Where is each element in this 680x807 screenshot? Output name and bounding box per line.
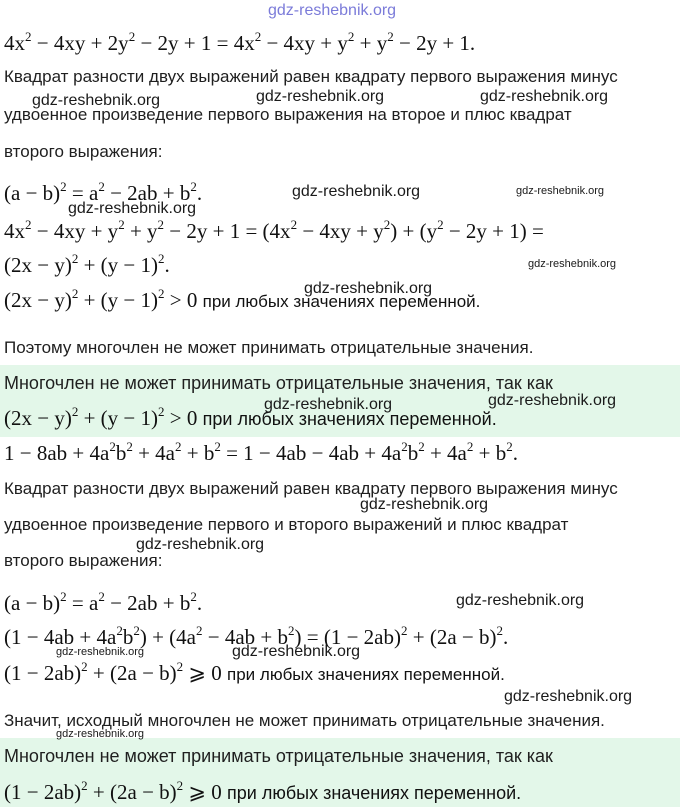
equation-line-1: $4x^2 - 4xy + 2y^2 - 2y + 1 = 4x^2 - 4xy + y^2 + y^2 - 2y + 1$. <box>4 29 476 55</box>
text-line: удвоенное произведение первого и второго выражений и плюс квадрат <box>4 515 569 534</box>
conclusion-tail-2: при любых значениях переменной. <box>227 783 522 803</box>
inequality-line-2: $(1 - 2ab)^2 + (2a - b)^2$ ⩾ 0 при любых значениях переменной. <box>4 659 505 685</box>
watermark: gdz-reshebnik.org <box>68 200 197 217</box>
inequality-line: $(2x - y)^2 + (y - 1)^2 > 0$ при любых значениях переменной. <box>4 286 481 312</box>
text-line: Квадрат разности двух выражений равен квадрату первого выражения минус <box>4 479 618 498</box>
text-line: второго выражения: <box>4 551 163 570</box>
text-line: удвоенное произведение первого выражения на второе и плюс квадрат <box>4 105 572 124</box>
watermark: gdz-reshebnik.org <box>528 258 617 270</box>
conclusion-inequality: $(2x - y)^2 + (y - 1)^2 > 0$ при любых значениях переменной. <box>4 404 497 430</box>
watermark: gdz-reshebnik.org <box>516 185 605 197</box>
inequality-text-2: при любых значениях переменной. <box>227 665 505 684</box>
watermark: gdz-reshebnik.org <box>360 496 489 513</box>
watermark: gdz-reshebnik.org <box>136 536 265 553</box>
watermark: gdz-reshebnik.org <box>256 88 385 105</box>
watermark: gdz-reshebnik.org <box>56 646 145 658</box>
formula-square-difference-2: $(a - b)^2 = a^2 - 2ab + b^2$. <box>4 589 203 615</box>
text-line: Квадрат разности двух выражений равен квадрату первого выражения минус <box>4 67 618 86</box>
conclusion-text: Многочлен не может принимать отрицательные значения, так как <box>4 373 553 393</box>
equation-line-2: $1 - 8ab + 4a^2b^2 + 4a^2 + b^2 = 1 - 4ab - 4ab + 4a^2b^2 + 4a^2 + b^2$. <box>4 439 518 465</box>
text-line: Поэтому многочлен не может принимать отрицательные значения. <box>4 338 534 357</box>
text-line: второго выражения: <box>4 142 163 161</box>
equation-grouping-2: $(1 - 4ab + 4a^2b^2) + (4a^2 - 4ab + b^2) = (1 - 2ab)^2 + (2a - b)^2$. <box>4 623 509 649</box>
watermark: gdz-reshebnik.org <box>264 396 393 413</box>
equation-grouping: $4x^2 - 4xy + y^2 + y^2 - 2y + 1 = (4x^2 - 4xy + y^2) + (y^2 - 2y + 1)$ = <box>4 217 544 243</box>
formula-square-difference: $(a - b)^2 = a^2 - 2ab + b^2$. <box>4 179 203 205</box>
watermark: gdz-reshebnik.org <box>504 688 633 705</box>
equation-squares: $(2x - y)^2 + (y - 1)^2$. <box>4 251 170 277</box>
conclusion-tail: при любых значениях переменной. <box>202 409 497 429</box>
watermark: gdz-reshebnik.org <box>32 92 161 109</box>
watermark: gdz-reshebnik.org <box>480 88 609 105</box>
inequality-text: при любых значениях переменной. <box>202 292 481 311</box>
watermark: gdz-reshebnik.org <box>488 392 617 409</box>
watermark: gdz-reshebnik.org <box>304 280 433 297</box>
watermark: gdz-reshebnik.org <box>292 183 421 200</box>
watermark: gdz-reshebnik.org <box>456 592 585 609</box>
conclusion-inequality-2: $(1 - 2ab)^2 + (2a - b)^2$ ⩾ 0 при любых значениях переменной. <box>4 778 522 804</box>
watermark: gdz-reshebnik.org <box>268 2 397 19</box>
watermark: gdz-reshebnik.org <box>232 643 361 660</box>
text-line: Значит, исходный многочлен не может принимать отрицательные значения. <box>4 711 605 730</box>
conclusion-text-2: Многочлен не может принимать отрицательные значения, так как <box>4 746 553 766</box>
watermark: gdz-reshebnik.org <box>56 728 145 740</box>
